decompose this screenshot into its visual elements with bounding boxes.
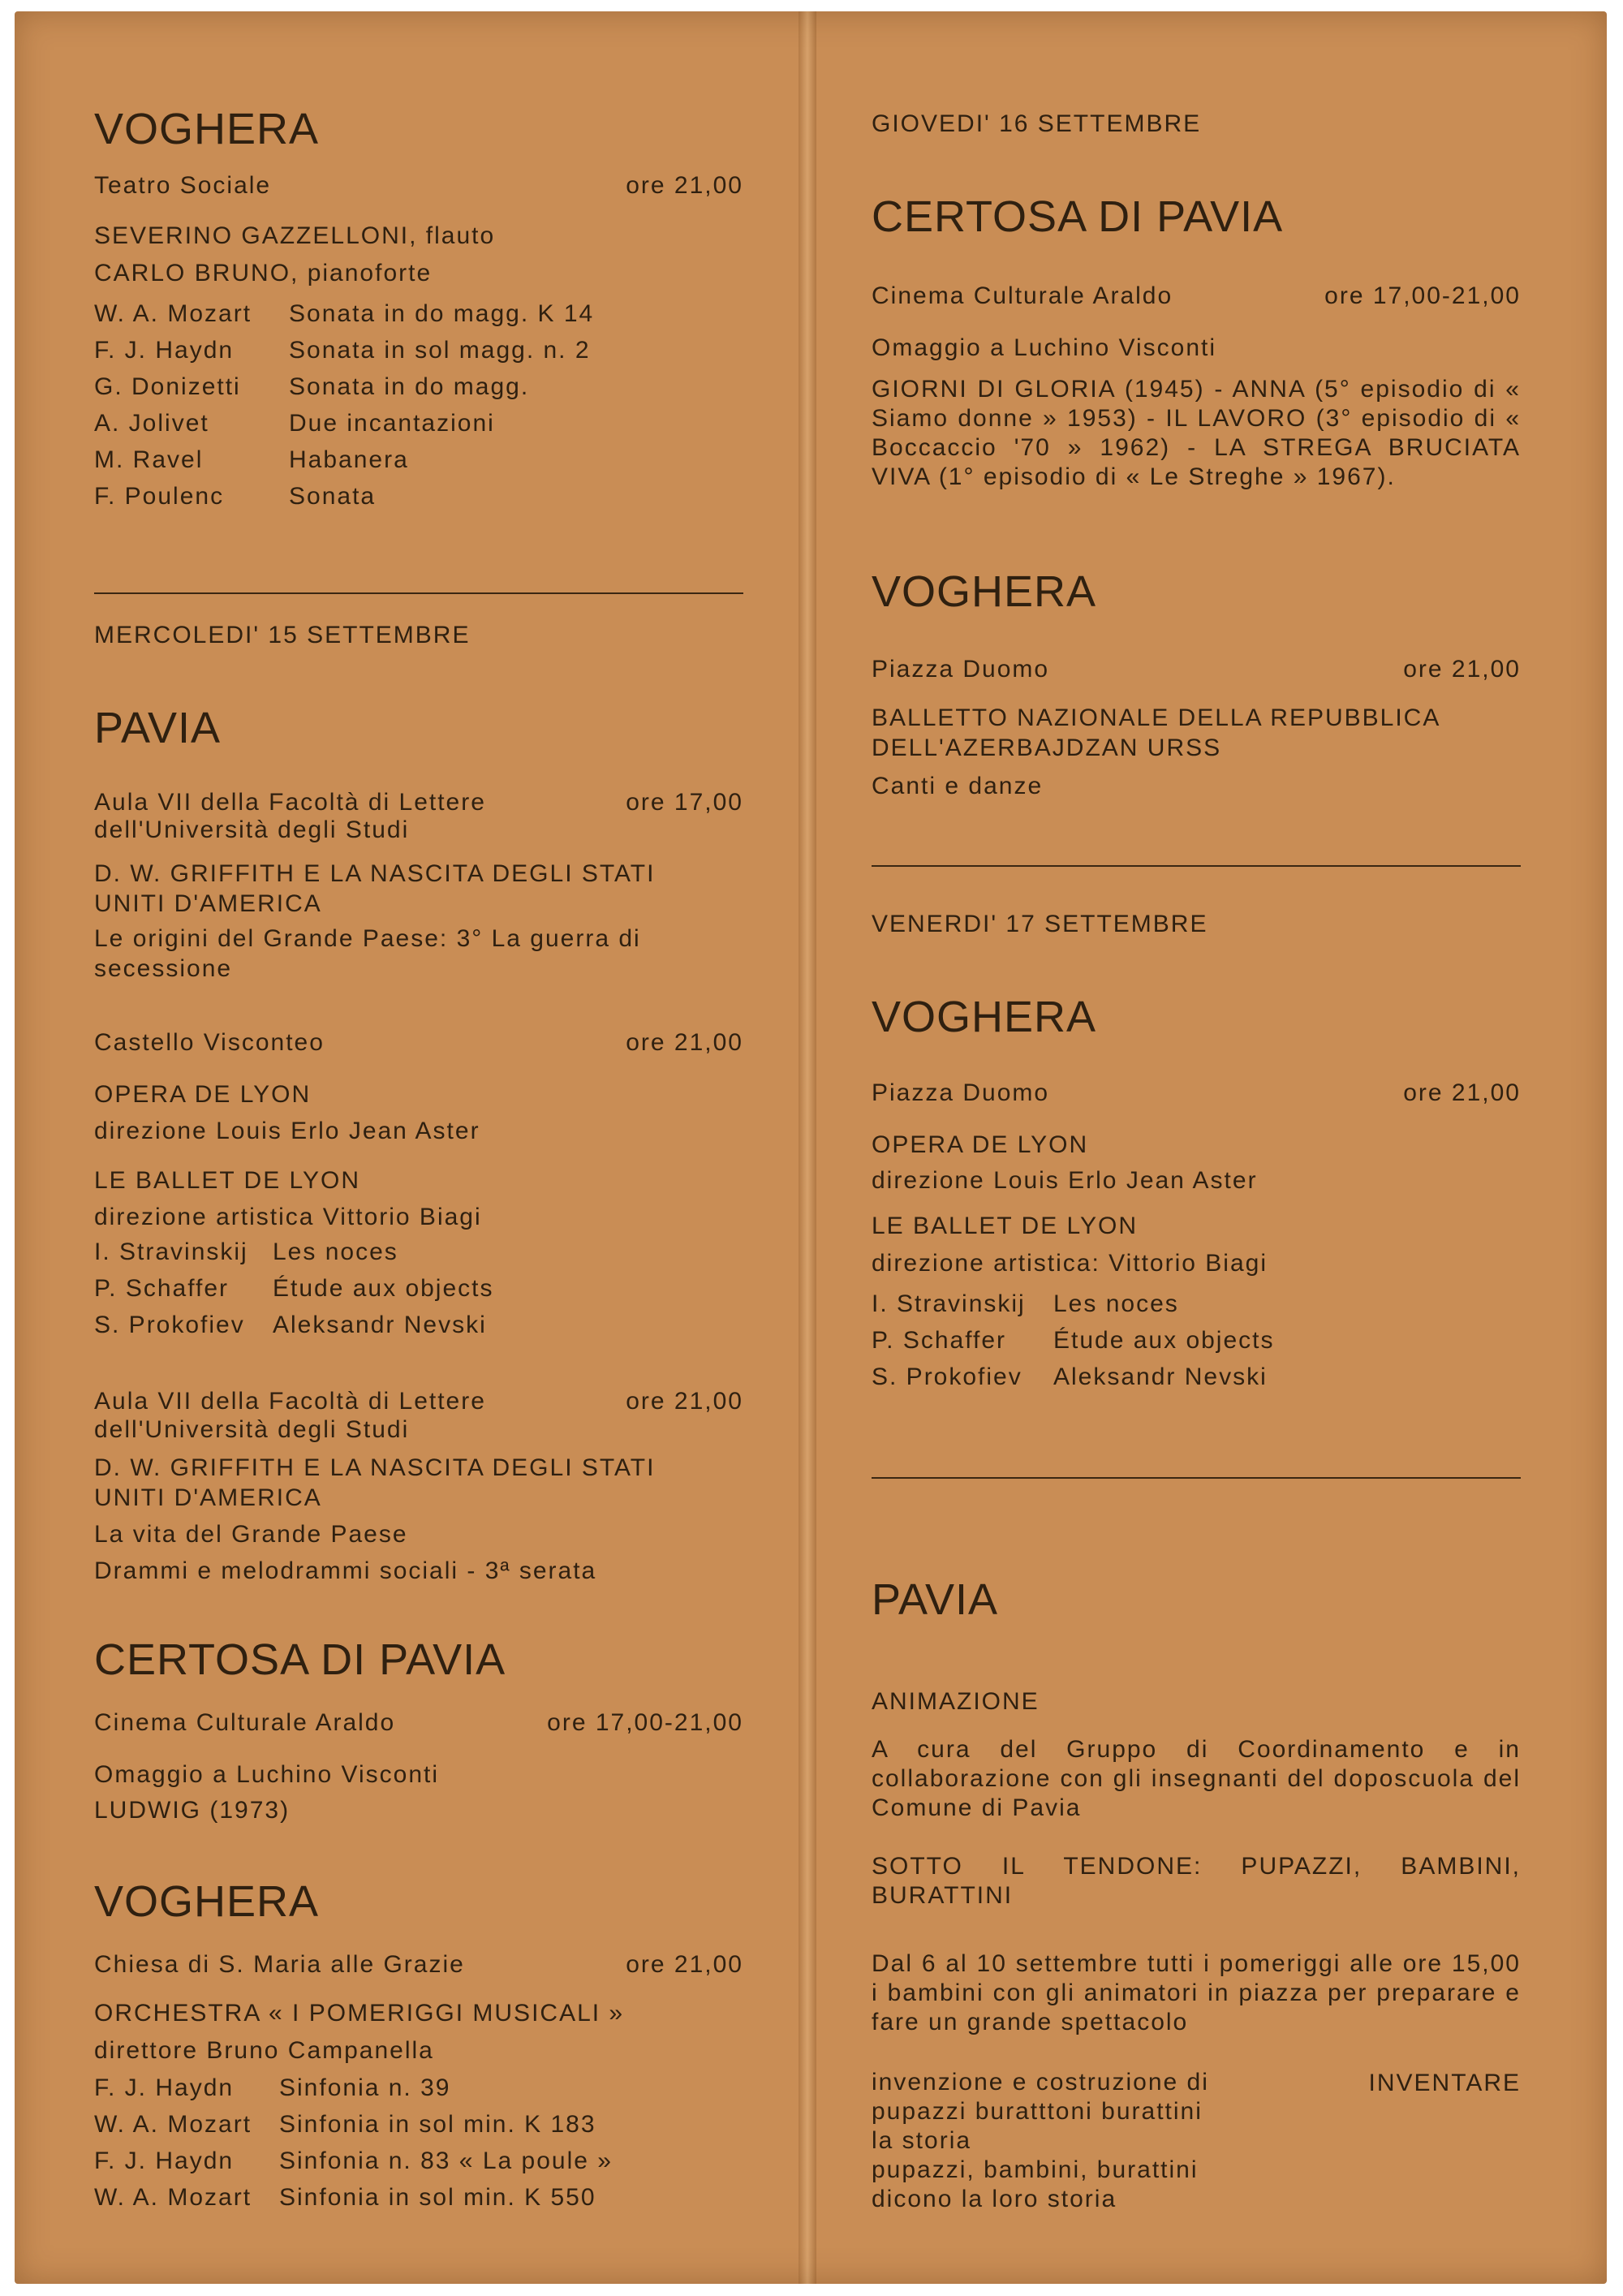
activity-item: dicono la loro storia xyxy=(872,2186,1117,2212)
work: Sinfonia in sol min. K 183 xyxy=(279,2111,596,2138)
venue-line: dell'Università degli Studi xyxy=(94,1416,410,1443)
event-line: OPERA DE LYON xyxy=(94,1081,312,1108)
time: ore 21,00 xyxy=(1403,656,1521,683)
paragraph: SOTTO IL TENDONE: PUPAZZI, BAMBINI, BURATTINI xyxy=(872,1853,1521,1909)
program-item xyxy=(872,1327,1275,1363)
section-heading: ANIMAZIONE xyxy=(872,1688,1040,1715)
activity-item: pupazzi buratttoni burattini xyxy=(872,2098,1203,2125)
event-line: Canti e danze xyxy=(872,773,1044,799)
venue-row xyxy=(94,787,743,817)
event-title: UNITI D'AMERICA xyxy=(94,1484,322,1511)
event-line: ORCHESTRA « I POMERIGGI MUSICALI » xyxy=(94,2000,625,2027)
event-title: UNITI D'AMERICA xyxy=(94,890,322,917)
work: Les noces xyxy=(273,1238,398,1265)
composer: F. J. Haydn xyxy=(94,2147,235,2174)
program-item xyxy=(94,1275,494,1312)
composer: F. J. Haydn xyxy=(94,337,235,364)
city-heading: CERTOSA DI PAVIA xyxy=(94,1635,506,1684)
event-subtitle: Drammi e melodrammi sociali - 3ª serata xyxy=(94,1557,597,1584)
activity-list xyxy=(872,2068,1209,2214)
program-item xyxy=(94,2184,613,2221)
work: Sonata in sol magg. n. 2 xyxy=(289,337,591,364)
program-item xyxy=(872,1290,1275,1327)
event-line: direzione artistica: Vittorio Biagi xyxy=(872,1250,1268,1277)
event-line: direttore Bruno Campanella xyxy=(94,2037,434,2064)
program-item xyxy=(94,410,594,446)
composer: W. A. Mozart xyxy=(94,300,252,327)
work: Aleksandr Nevski xyxy=(1053,1363,1268,1390)
divider xyxy=(872,1477,1521,1479)
time: ore 17,00 xyxy=(626,789,743,816)
work: Étude aux objects xyxy=(1053,1327,1275,1354)
work: Les noces xyxy=(1053,1290,1179,1317)
program-list xyxy=(94,300,594,519)
composer: S. Prokofiev xyxy=(94,1312,245,1338)
performer: SEVERINO GAZZELLONI, flauto xyxy=(94,222,496,249)
activity-item: la storia xyxy=(872,2127,972,2154)
work: Sinfonia n. 39 xyxy=(279,2074,451,2101)
program-item xyxy=(94,2074,613,2111)
time: ore 21,00 xyxy=(626,1951,743,1978)
time: ore 21,00 xyxy=(626,172,743,199)
work: Sonata in do magg. K 14 xyxy=(289,300,595,327)
event-line: BALLETTO NAZIONALE DELLA REPUBBLICA xyxy=(872,704,1441,731)
city-heading: VOGHERA xyxy=(94,105,320,153)
event-title: D. W. GRIFFITH E LA NASCITA DEGLI STATI xyxy=(94,1454,656,1481)
venue: Chiesa di S. Maria alle Grazie xyxy=(94,1951,465,1978)
program-item xyxy=(94,2147,613,2184)
event-line: direzione artistica Vittorio Biagi xyxy=(94,1204,482,1230)
venue-row xyxy=(94,1386,743,1416)
venue: Castello Visconteo xyxy=(94,1029,325,1056)
program-item xyxy=(94,2111,613,2147)
work: Étude aux objects xyxy=(273,1275,494,1302)
work: Habanera xyxy=(289,446,409,473)
time: ore 21,00 xyxy=(1403,1079,1521,1106)
time: ore 17,00-21,00 xyxy=(547,1709,743,1736)
venue: Aula VII della Facoltà di Lettere xyxy=(94,1388,486,1415)
city-heading: CERTOSA DI PAVIA xyxy=(872,192,1284,241)
event-line: LE BALLET DE LYON xyxy=(94,1167,361,1194)
time: ore 21,00 xyxy=(626,1029,743,1056)
city-heading: VOGHERA xyxy=(94,1877,320,1926)
composer: M. Ravel xyxy=(94,446,204,473)
program-list xyxy=(94,2074,613,2221)
event-line: direzione Louis Erlo Jean Aster xyxy=(872,1167,1258,1194)
center-fold xyxy=(799,11,816,2284)
event-line: direzione Louis Erlo Jean Aster xyxy=(94,1118,480,1144)
event-subtitle: secessione xyxy=(94,955,233,982)
composer: F. Poulenc xyxy=(94,483,225,510)
event-line: DELL'AZERBAJDZAN URSS xyxy=(872,734,1222,761)
composer: W. A. Mozart xyxy=(94,2184,252,2211)
composer: I. Stravinskij xyxy=(872,1290,1026,1317)
paragraph: Dal 6 al 10 settembre tutti i pomeriggi alle ore 15,00 i bambini con gli animatori in piazza per preparare e fare un grande spettacolo xyxy=(872,1950,1521,2035)
day-heading: GIOVEDI' 16 SETTEMBRE xyxy=(872,110,1202,137)
program-list xyxy=(872,1290,1275,1400)
venue: Teatro Sociale xyxy=(94,172,272,199)
city-heading: PAVIA xyxy=(872,1575,999,1624)
work: Sinfonia in sol min. K 550 xyxy=(279,2184,596,2211)
composer: A. Jolivet xyxy=(94,410,209,437)
venue: Cinema Culturale Araldo xyxy=(94,1709,396,1736)
program-item xyxy=(94,300,594,337)
activity-item: pupazzi, bambini, burattini xyxy=(872,2156,1199,2183)
program-list xyxy=(94,1238,494,1348)
city-heading: VOGHERA xyxy=(872,993,1097,1041)
composer: P. Schaffer xyxy=(94,1275,229,1302)
program-item xyxy=(872,1363,1275,1400)
film-list: GIORNI DI GLORIA (1945) - ANNA (5° episodio di « Siamo donne » 1953) - IL LAVORO (3° episodio di « Boccaccio '70 » 1962) - LA STREGA BRUCIATA VIVA (1° episodio di « Le Streghe » 1967). xyxy=(872,376,1521,490)
event-subtitle: Le origini del Grande Paese: 3° La guerra di xyxy=(94,925,641,952)
event-line: LUDWIG (1973) xyxy=(94,1797,291,1824)
work: Aleksandr Nevski xyxy=(273,1312,487,1338)
performer: CARLO BRUNO, pianoforte xyxy=(94,260,433,286)
venue-row xyxy=(94,1949,743,1979)
work: Sonata in do magg. xyxy=(289,373,530,400)
event-subtitle: La vita del Grande Paese xyxy=(94,1521,408,1548)
venue-row xyxy=(872,1078,1521,1108)
venue-row xyxy=(94,1027,743,1058)
city-heading: VOGHERA xyxy=(872,567,1097,616)
activity-item: invenzione e costruzione di xyxy=(872,2069,1209,2096)
venue-row xyxy=(872,281,1521,311)
work: Due incantazioni xyxy=(289,410,495,437)
composer: S. Prokofiev xyxy=(872,1363,1022,1390)
program-item xyxy=(94,446,594,483)
program-item xyxy=(94,1312,494,1348)
work: Sinfonia n. 83 « La poule » xyxy=(279,2147,613,2174)
program-item xyxy=(94,483,594,519)
time: ore 21,00 xyxy=(626,1388,743,1415)
venue: Cinema Culturale Araldo xyxy=(872,282,1173,309)
city-heading: PAVIA xyxy=(94,704,222,752)
venue-row xyxy=(94,1708,743,1738)
event-line: LE BALLET DE LYON xyxy=(872,1213,1139,1239)
paragraph: A cura del Gruppo di Coordinamento e in collaborazione con gli insegnanti del doposcuola del Comune di Pavia xyxy=(872,1736,1521,1821)
day-heading: MERCOLEDI' 15 SETTEMBRE xyxy=(94,622,471,648)
event-line: OPERA DE LYON xyxy=(872,1131,1089,1158)
event-title: D. W. GRIFFITH E LA NASCITA DEGLI STATI xyxy=(94,860,656,887)
divider xyxy=(872,865,1521,867)
day-heading: VENERDI' 17 SETTEMBRE xyxy=(872,911,1208,937)
composer: I. Stravinskij xyxy=(94,1238,248,1265)
program-item xyxy=(94,373,594,410)
venue: Piazza Duomo xyxy=(872,656,1050,683)
event-line: Omaggio a Luchino Visconti xyxy=(872,334,1217,361)
activity-label: INVENTARE xyxy=(1368,2070,1521,2096)
program-item xyxy=(94,337,594,373)
program-item xyxy=(94,1238,494,1275)
work: Sonata xyxy=(289,483,377,510)
venue-line: dell'Università degli Studi xyxy=(94,816,410,843)
venue-row xyxy=(872,654,1521,684)
time: ore 17,00-21,00 xyxy=(1324,282,1521,309)
event-line: Omaggio a Luchino Visconti xyxy=(94,1761,440,1788)
composer: W. A. Mozart xyxy=(94,2111,252,2138)
composer: G. Donizetti xyxy=(94,373,241,400)
composer: P. Schaffer xyxy=(872,1327,1006,1354)
venue-row xyxy=(94,170,743,200)
divider xyxy=(94,592,743,594)
venue: Aula VII della Facoltà di Lettere xyxy=(94,789,486,816)
composer: F. J. Haydn xyxy=(94,2074,235,2101)
venue: Piazza Duomo xyxy=(872,1079,1050,1106)
